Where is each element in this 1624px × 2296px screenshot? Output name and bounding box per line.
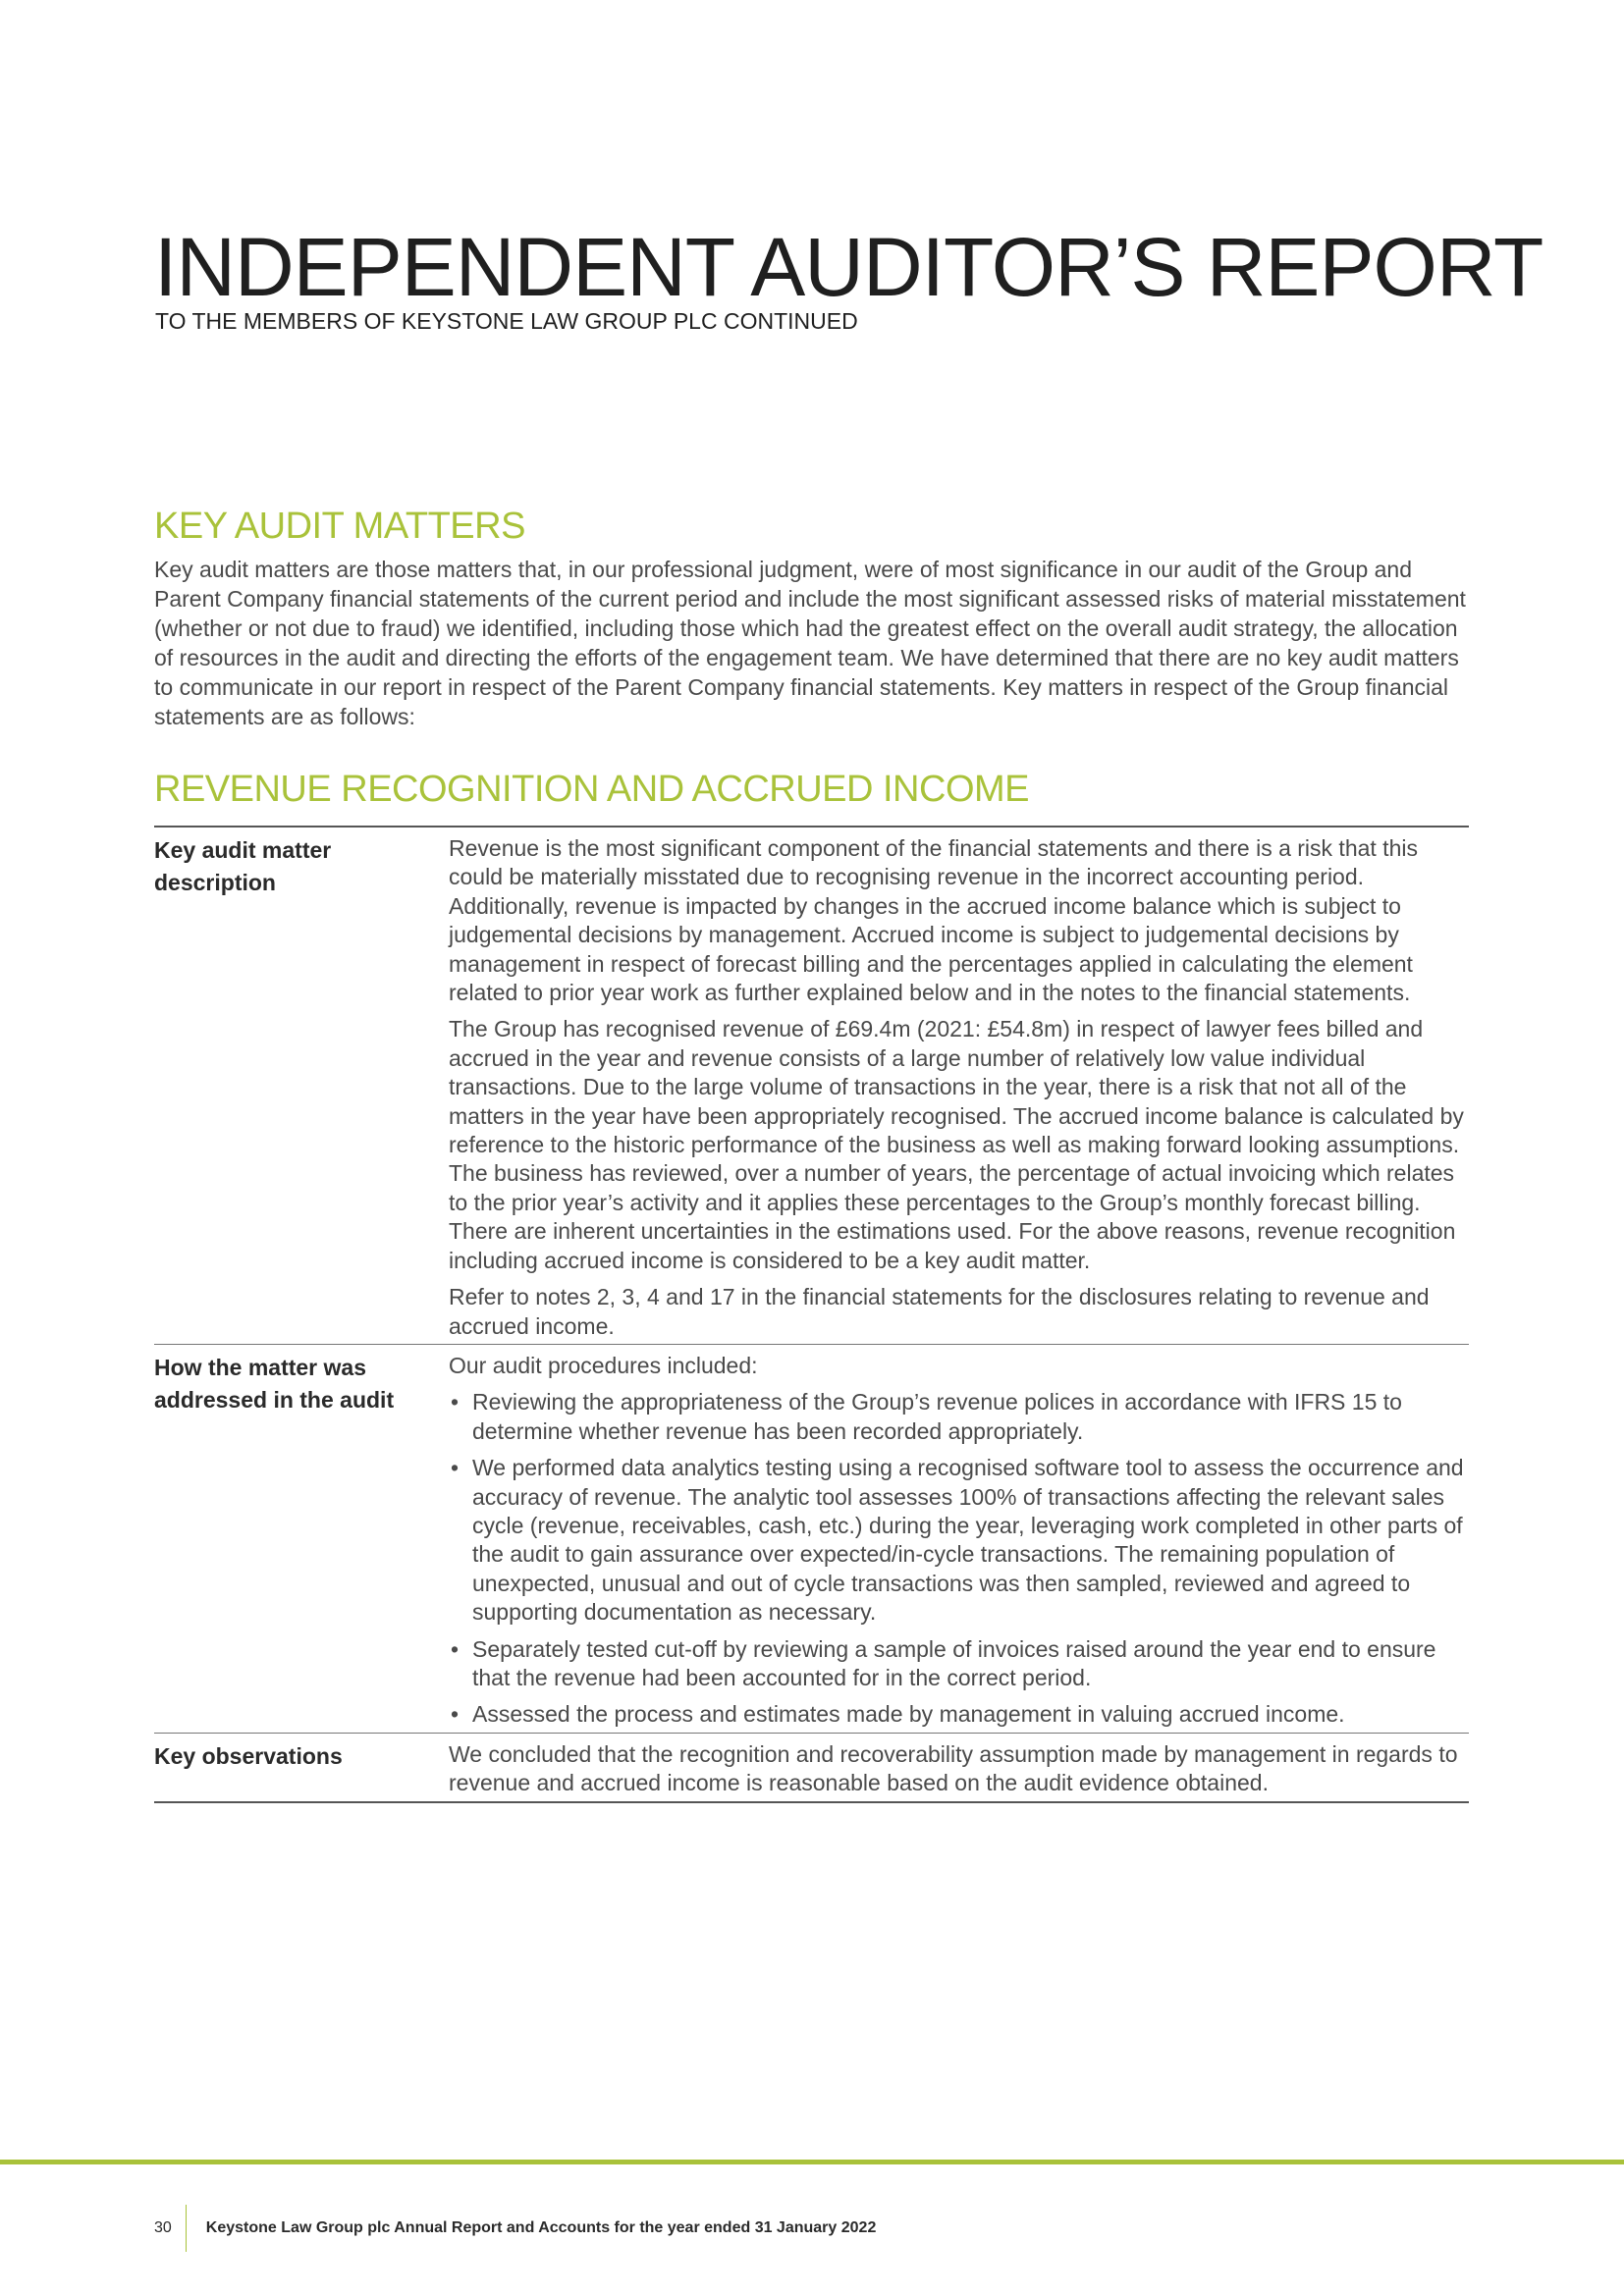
- table-row-how-addressed: [154, 1344, 1469, 1733]
- row-label: How the matter was addressed in the audit: [154, 1354, 395, 1413]
- table-row-observations: [154, 1733, 1469, 1801]
- description-paragraph: Refer to notes 2, 3, 4 and 17 in the financial statements for the disclosures relating to revenue and accrued income.: [449, 1284, 1430, 1339]
- row-body: [449, 828, 1469, 1344]
- table-row-description: [154, 828, 1469, 1344]
- key-audit-matter-table: [154, 826, 1469, 1803]
- description-paragraph: Revenue is the most significant component of the financial statements and there is a risk that this could be materially misstated due to recognising revenue in the incorrect accounting period. Additionally, revenue is impacted by changes in the accrued income balance which is subject to judgemental decisions by management. Accrued income is subject to judgemental decisions by management in respect of forecast billing and the percentages applied in calculating the element related to prior year work as further explained below and in the notes to the financial statements.: [449, 835, 1418, 1006]
- footer-rule: [0, 2160, 1624, 2164]
- footer-text: Keystone Law Group plc Annual Report and Accounts for the year ended 31 January 2022: [205, 2219, 877, 2236]
- page-subtitle: TO THE MEMBERS OF KEYSTONE LAW GROUP PLC CONTINUED: [155, 308, 858, 334]
- list-item: • Assessed the process and estimates made by management in valuing accrued income.: [449, 1700, 1469, 1729]
- procedures-list: [449, 1388, 1469, 1729]
- row-body: [449, 1734, 1469, 1801]
- page-number: 30: [154, 2219, 172, 2236]
- list-item: • We performed data analytics testing using a recognised software tool to assess the occurrence and accuracy of revenue. The analytic tool assesses 100% of transactions affecting the relevant sales cycle (revenue, receivables, cash, etc.) during the year, leveraging work completed in other parts of the audit to gain assurance over expected/in-cycle transactions. The remaining population of unexpected, unusual and out of cycle transactions was then sampled, reviewed and agreed to supporting documentation as necessary.: [449, 1454, 1469, 1627]
- description-paragraph: The Group has recognised revenue of £69.4m (2021: £54.8m) in respect of lawyer fees billed and accrued in the year and revenue consists of a large number of relatively low value individual transactions. Due to the large volume of transactions in the year, there is a risk that not all of the matters in the year have been appropriately recognised. The accrued income balance is calculated by reference to the historic performance of the business as well as making forward looking assumptions. The business has reviewed, over a number of years, the percentage of actual invoicing which relates to the prior year’s activity and it applies these percentages to the Group’s monthly forecast billing. There are inherent uncertainties in the estimations used. For the above reasons, revenue recognition including accrued income is considered to be a key audit matter.: [449, 1016, 1464, 1273]
- row-label: Key audit matter description: [154, 837, 332, 895]
- revenue-recognition-heading: REVENUE RECOGNITION AND ACCRUED INCOME: [154, 769, 1029, 810]
- page-footer: [154, 2205, 876, 2252]
- key-audit-matters-heading: KEY AUDIT MATTERS: [154, 506, 525, 547]
- row-label: Key observations: [154, 1742, 343, 1769]
- list-item: • Reviewing the appropriateness of the Group’s revenue polices in accordance with IFRS 15 to determine whether revenue has been recorded appropriately.: [449, 1388, 1469, 1446]
- key-audit-matters-intro: Key audit matters are those matters that, in our professional judgment, were of most significance in our audit of the Group and Parent Company financial statements of the current period and include the most significant assessed risks of material misstatement (whether or not due to fraud) we identified, including those which had the greatest effect on the overall audit strategy, the allocation of resources in the audit and directing the efforts of the engagement team. We have determined that there are no key audit matters to communicate in our report in respect of the Parent Company financial statements. Key matters in respect of the Group financial statements are as follows:: [154, 557, 1466, 729]
- row-body: [449, 1345, 1469, 1733]
- footer-divider: [186, 2205, 187, 2252]
- procedures-intro: Our audit procedures included:: [449, 1352, 758, 1378]
- page-title: INDEPENDENT AUDITOR’S REPORT: [154, 221, 1543, 313]
- list-item: • Separately tested cut-off by reviewing a sample of invoices raised around the year end to ensure that the revenue had been accounted for in the correct period.: [449, 1635, 1469, 1693]
- observations-paragraph: We concluded that the recognition and recoverability assumption made by management in regards to revenue and accrued income is reasonable based on the audit evidence obtained.: [449, 1740, 1458, 1796]
